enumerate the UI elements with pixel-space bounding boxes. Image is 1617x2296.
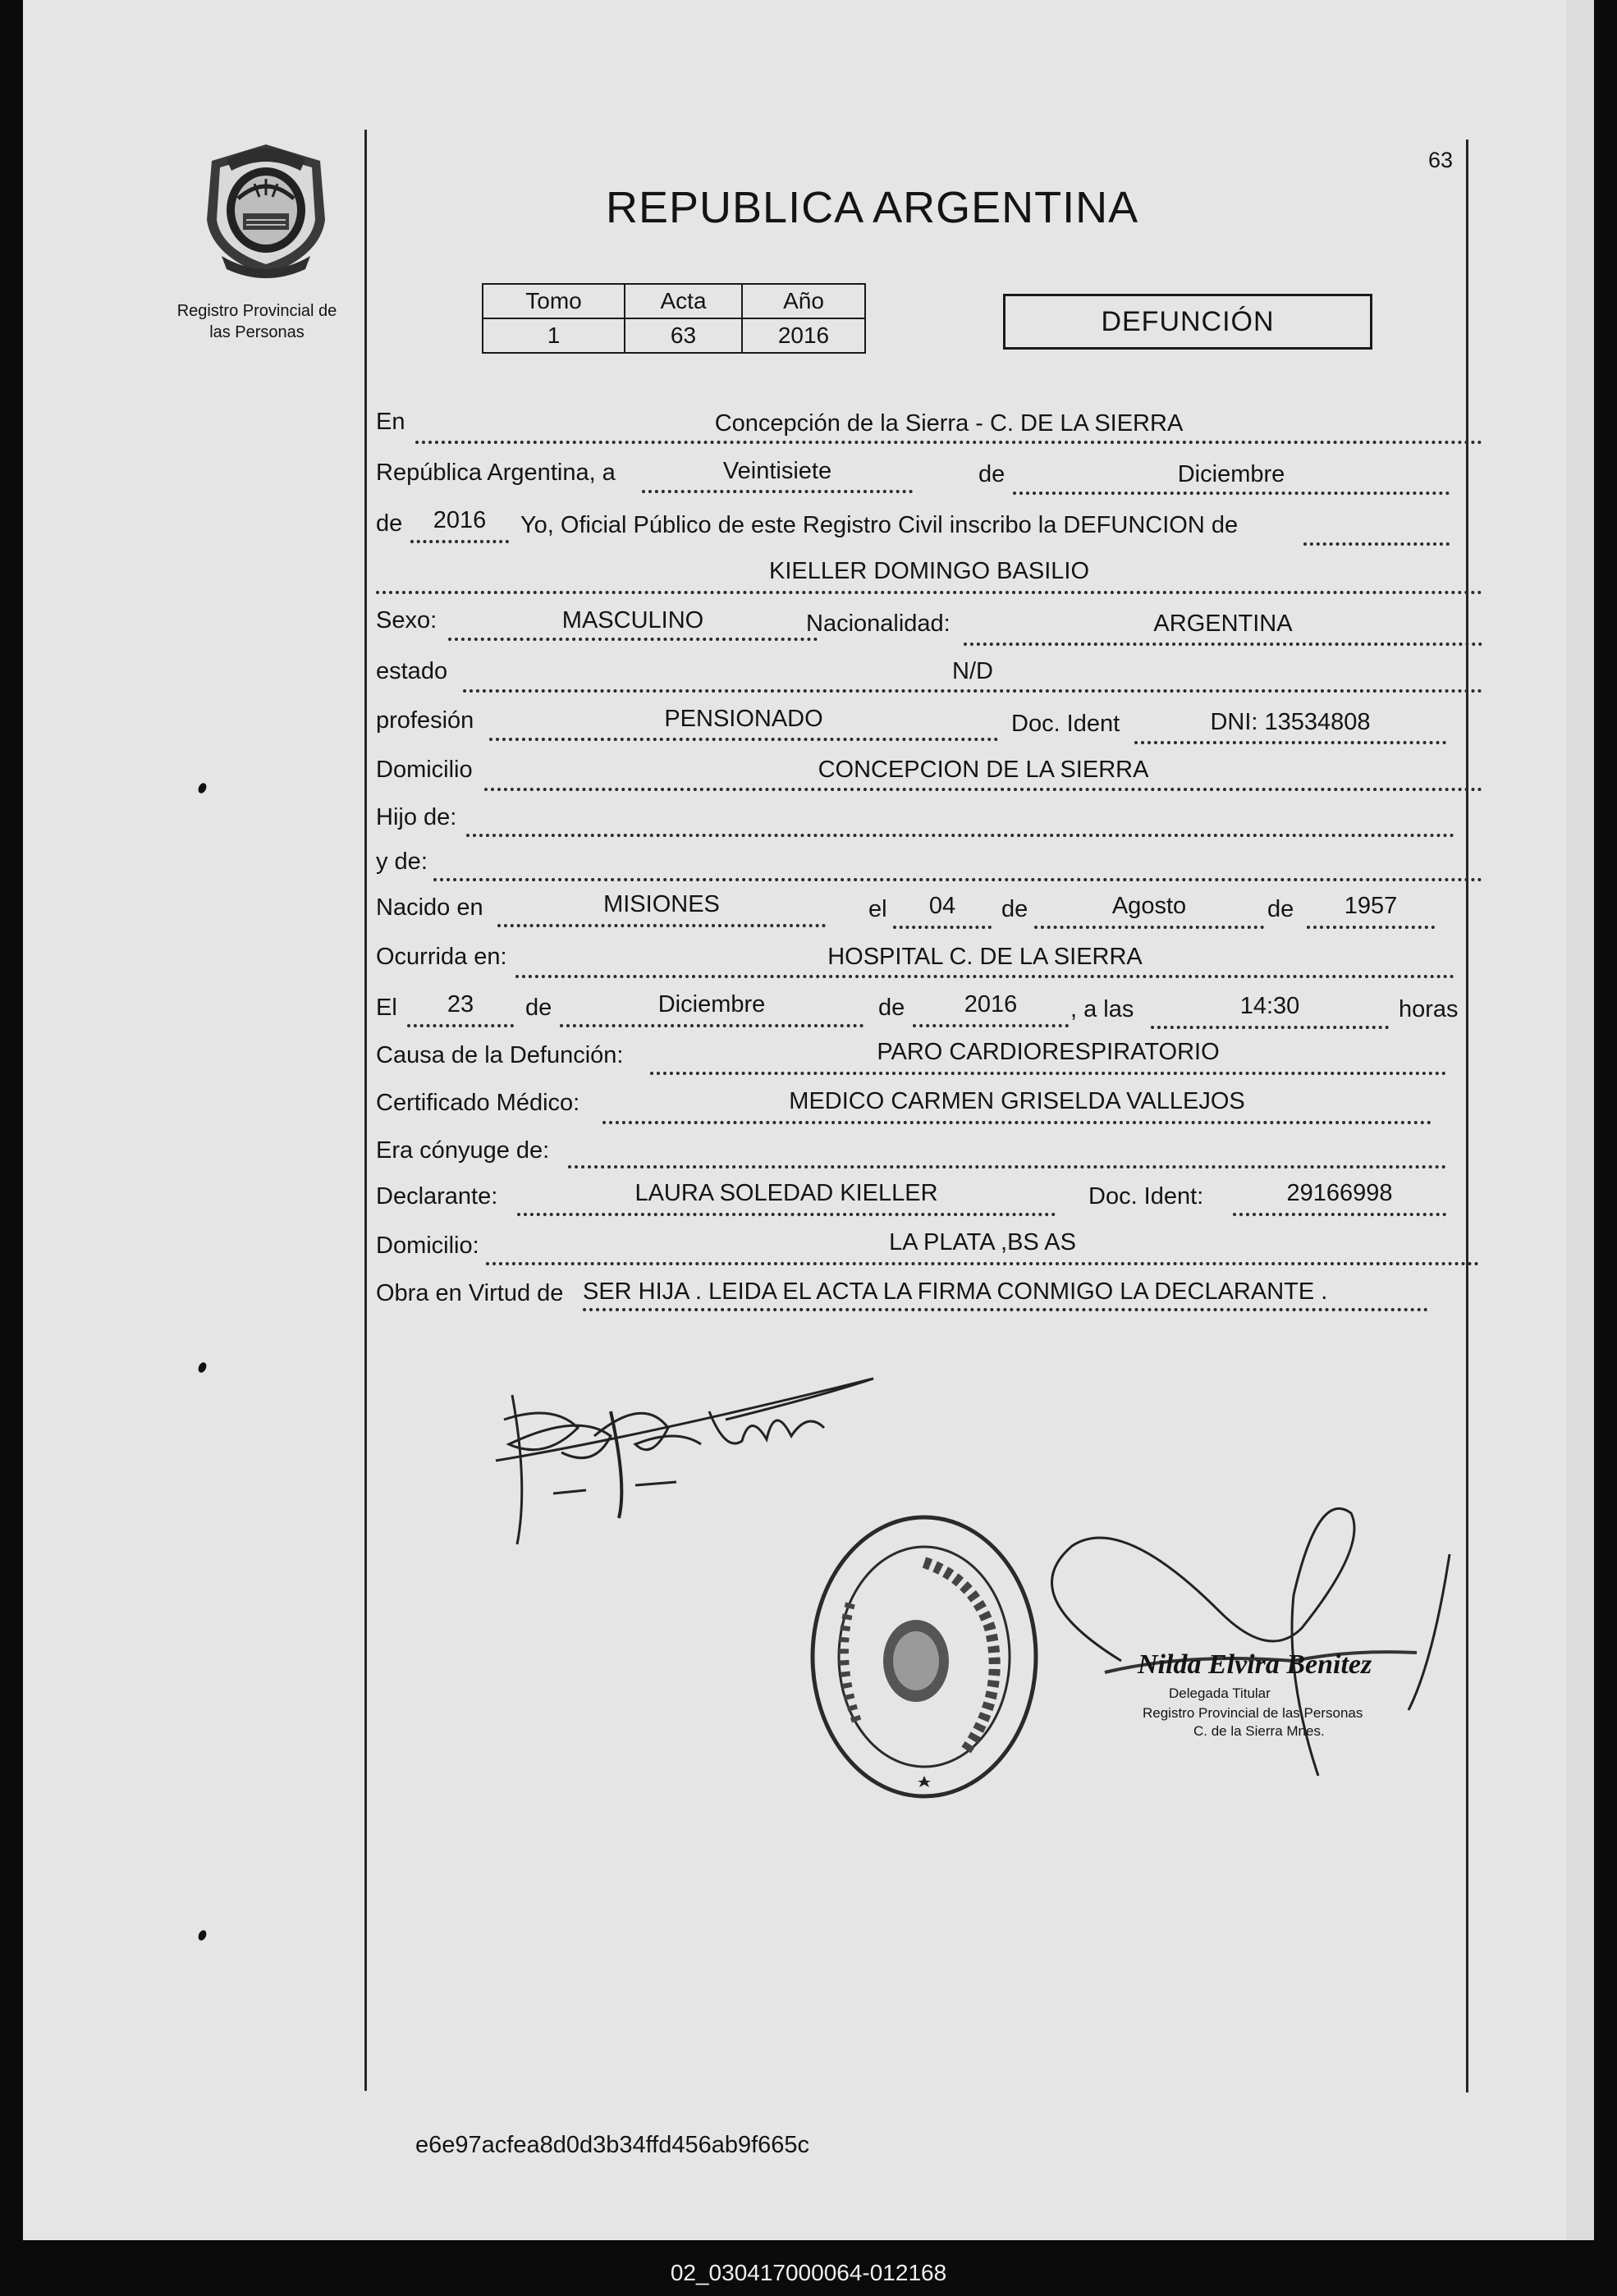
obra-label: Obra en Virtud de (376, 1280, 564, 1306)
document-hash: e6e97acfea8d0d3b34ffd456ab9f665c (415, 2132, 810, 2158)
profesion-label: profesión (376, 707, 474, 734)
medical-certificate-value: MEDICO CARMEN GRISELDA VALLEJOS (789, 1088, 1245, 1114)
death-year-value: 2016 (964, 991, 1018, 1018)
inscription-statement: Yo, Oficial Público de este Registro Civil inscribo la DEFUNCION de (520, 512, 1239, 538)
declarant-address-value: LA PLATA ,BS AS (889, 1229, 1076, 1255)
tomo-value: 1 (483, 318, 625, 353)
domicilio-label: Domicilio (376, 757, 473, 783)
dotted-line (1151, 1026, 1389, 1029)
page-edge-shadow (1566, 0, 1594, 2240)
el-label: El (376, 995, 397, 1021)
de-label: de (376, 510, 403, 537)
dotted-line (964, 643, 1482, 646)
certificate-page (23, 0, 1594, 2240)
birthplace-value: MISIONES (603, 891, 720, 917)
nacido-en-label: Nacido en (376, 894, 483, 921)
dotted-line (913, 1024, 1069, 1027)
dotted-line (1013, 492, 1450, 495)
de-label: de (978, 461, 1005, 487)
nationality-value: ARGENTINA (1153, 611, 1293, 637)
declarant-doc-value: 29166998 (1286, 1180, 1393, 1206)
dotted-line (517, 1213, 1056, 1216)
reference-table-header-row (483, 284, 865, 318)
registration-day-words: Veintisiete (722, 458, 832, 484)
birth-month-value: Agosto (1111, 893, 1187, 919)
dotted-line (893, 926, 992, 929)
dotted-line (376, 591, 1482, 594)
dotted-line (583, 1308, 1428, 1311)
hijo-de-label: Hijo de: (376, 804, 457, 830)
republica-label: República Argentina, a (376, 460, 616, 486)
estado-label: estado (376, 658, 448, 684)
declarant-name-value: LAURA SOLEDAD KIELLER (634, 1180, 938, 1206)
dotted-line (466, 834, 1454, 837)
dotted-line (433, 878, 1482, 881)
province-seal-logo (197, 141, 335, 279)
declarante-label: Declarante: (376, 1183, 498, 1210)
place-of-death-value: HOSPITAL C. DE LA SIERRA (827, 944, 1143, 970)
en-label: En (376, 409, 405, 435)
horas-label: horas (1399, 996, 1459, 1022)
de-label: de (1001, 896, 1028, 922)
official-name: Nilda Elvira Benitez (1138, 1649, 1372, 1680)
conyuge-label: Era cónyuge de: (376, 1137, 550, 1164)
declarant-doc-label: Doc. Ident: (1088, 1183, 1204, 1210)
official-title-line-3: C. de la Sierra Mnes. (1193, 1723, 1325, 1739)
dotted-line (1307, 926, 1435, 929)
de-label: de (878, 995, 905, 1021)
document-id-value: DNI: 13534808 (1210, 709, 1371, 735)
dotted-line (484, 788, 1482, 791)
anio-value: 2016 (742, 318, 865, 353)
cause-of-death-value: PARO CARDIORESPIRATORIO (877, 1039, 1220, 1065)
dotted-line (486, 1262, 1479, 1265)
dotted-line (568, 1165, 1446, 1169)
registration-month: Diciembre (1177, 461, 1285, 487)
left-margin-rule (364, 130, 367, 2091)
dotted-line (448, 638, 818, 641)
certificado-label: Certificado Médico: (376, 1090, 580, 1116)
page-number: 63 (1428, 148, 1454, 172)
y-de-label: y de: (376, 848, 428, 875)
death-month-value: Diciembre (657, 991, 766, 1018)
dotted-line (560, 1024, 863, 1027)
dotted-line (1233, 1213, 1446, 1216)
dotted-line (415, 441, 1482, 444)
document-type-box: DEFUNCIÓN (1003, 294, 1372, 350)
dotted-line (1134, 741, 1446, 744)
sexo-label: Sexo: (376, 607, 437, 633)
binder-hole (197, 1929, 208, 1942)
reference-table-value-row (483, 318, 865, 353)
official-signature-image (1023, 1497, 1482, 1792)
obra-text-value: SER HIJA . LEIDA EL ACTA LA FIRMA CONMIGO LA DECLARANTE . (583, 1278, 1328, 1305)
causa-label: Causa de la Defunción: (376, 1042, 624, 1068)
official-title-line-2: Registro Provincial de las Personas (1143, 1705, 1363, 1721)
place-of-registration: Concepción de la Sierra - C. DE LA SIERRA (714, 410, 1184, 437)
registration-year: 2016 (433, 507, 487, 533)
dotted-line (1303, 542, 1450, 546)
el-label: el (868, 896, 887, 922)
civil-status-value: N/D (952, 658, 993, 684)
address-value: CONCEPCION DE LA SIERRA (818, 757, 1149, 783)
official-title-line-1: Delegada Titular (1169, 1685, 1271, 1701)
registry-oval-stamp (801, 1505, 1047, 1809)
declarant-domicilio-label: Domicilio: (376, 1233, 479, 1259)
dotted-line (489, 738, 998, 741)
dotted-line (650, 1072, 1446, 1075)
acta-value: 63 (625, 318, 742, 353)
document-title: REPUBLICA ARGENTINA (606, 183, 1139, 232)
death-day-value: 23 (447, 991, 474, 1018)
dotted-line (515, 975, 1454, 978)
dotted-line (642, 490, 913, 493)
registry-line-1: Registro Provincial de (176, 302, 337, 320)
sex-value: MASCULINO (561, 607, 704, 633)
dotted-line (410, 540, 509, 543)
ocurrida-en-label: Ocurrida en: (376, 944, 507, 970)
dotted-line (463, 689, 1482, 693)
binder-hole (197, 1361, 208, 1374)
death-time-value: 14:30 (1239, 993, 1300, 1019)
dotted-line (602, 1121, 1431, 1124)
dotted-line (1034, 926, 1264, 929)
tomo-header: Tomo (483, 284, 625, 318)
birth-day-value: 04 (928, 893, 956, 919)
doc-ident-label: Doc. Ident (1011, 711, 1120, 737)
a-las-label: , a las (1070, 996, 1134, 1022)
dotted-line (497, 924, 826, 927)
scan-footer-id: 02_030417000064-012168 (670, 2260, 947, 2285)
nacionalidad-label: Nacionalidad: (806, 611, 951, 637)
dotted-line (407, 1024, 514, 1027)
anio-header: Año (742, 284, 865, 318)
tomo-acta-anio-table (482, 283, 866, 354)
registry-caption (163, 300, 351, 343)
profession-value: PENSIONADO (664, 706, 823, 732)
deceased-name: KIELLER DOMINGO BASILIO (769, 558, 1089, 584)
de-label: de (525, 995, 552, 1021)
registry-line-2: las Personas (209, 323, 305, 341)
binder-hole (197, 782, 208, 795)
de-label: de (1267, 896, 1294, 922)
birth-year-value: 1957 (1344, 893, 1398, 919)
acta-header: Acta (625, 284, 742, 318)
